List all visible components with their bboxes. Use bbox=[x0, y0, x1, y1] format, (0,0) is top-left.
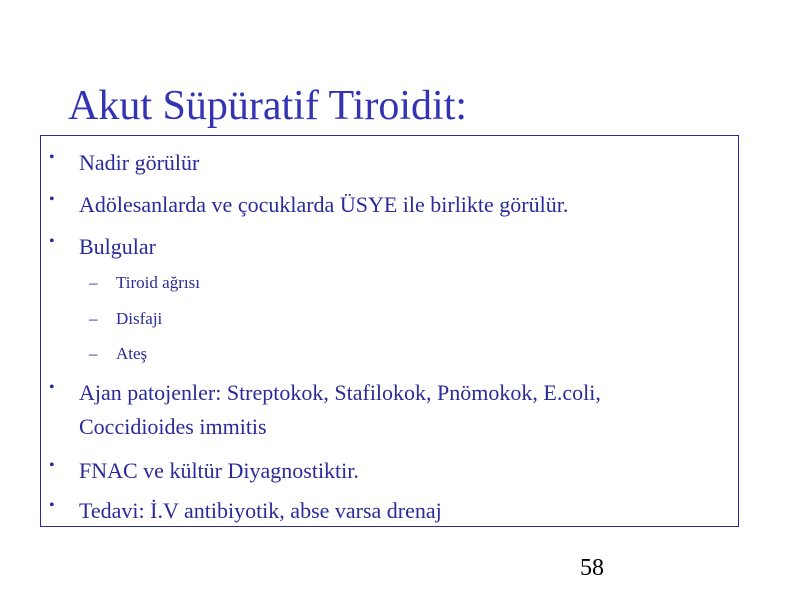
bullet-text: Bulgular bbox=[79, 234, 156, 259]
sub-bullet-text: Disfaji bbox=[116, 309, 163, 328]
bullet-text: Nadir görülür bbox=[79, 150, 200, 175]
bullet-dot-icon: • bbox=[49, 497, 55, 514]
bullet-dot-icon: • bbox=[49, 457, 55, 474]
bullet-text: Tedavi: İ.V antibiyotik, abse varsa drenaj bbox=[79, 498, 442, 523]
dash-icon: – bbox=[89, 344, 98, 363]
bullet-text: FNAC ve kültür Diyagnostiktir. bbox=[79, 458, 359, 483]
bullet-dot-icon: • bbox=[49, 233, 55, 250]
dash-icon: – bbox=[89, 273, 98, 292]
dash-icon: – bbox=[89, 309, 98, 328]
page-number: 58 bbox=[580, 555, 604, 581]
content-box bbox=[40, 135, 739, 527]
bullet-text: Ajan patojenler: Streptokok, Stafilokok, Pnömokok, E.coli, Coccidioides immitis bbox=[79, 380, 601, 439]
slide-title: Akut Süpüratif Tiroidit: bbox=[68, 83, 468, 129]
bullet-dot-icon: • bbox=[49, 379, 55, 396]
bullet-dot-icon: • bbox=[49, 191, 55, 208]
sub-bullet-text: Ateş bbox=[116, 344, 148, 363]
sub-bullet-text: Tiroid ağrısı bbox=[116, 273, 200, 292]
bullet-dot-icon: • bbox=[49, 149, 55, 166]
bullet-text: Adölesanlarda ve çocuklarda ÜSYE ile birlikte görülür. bbox=[79, 192, 569, 217]
